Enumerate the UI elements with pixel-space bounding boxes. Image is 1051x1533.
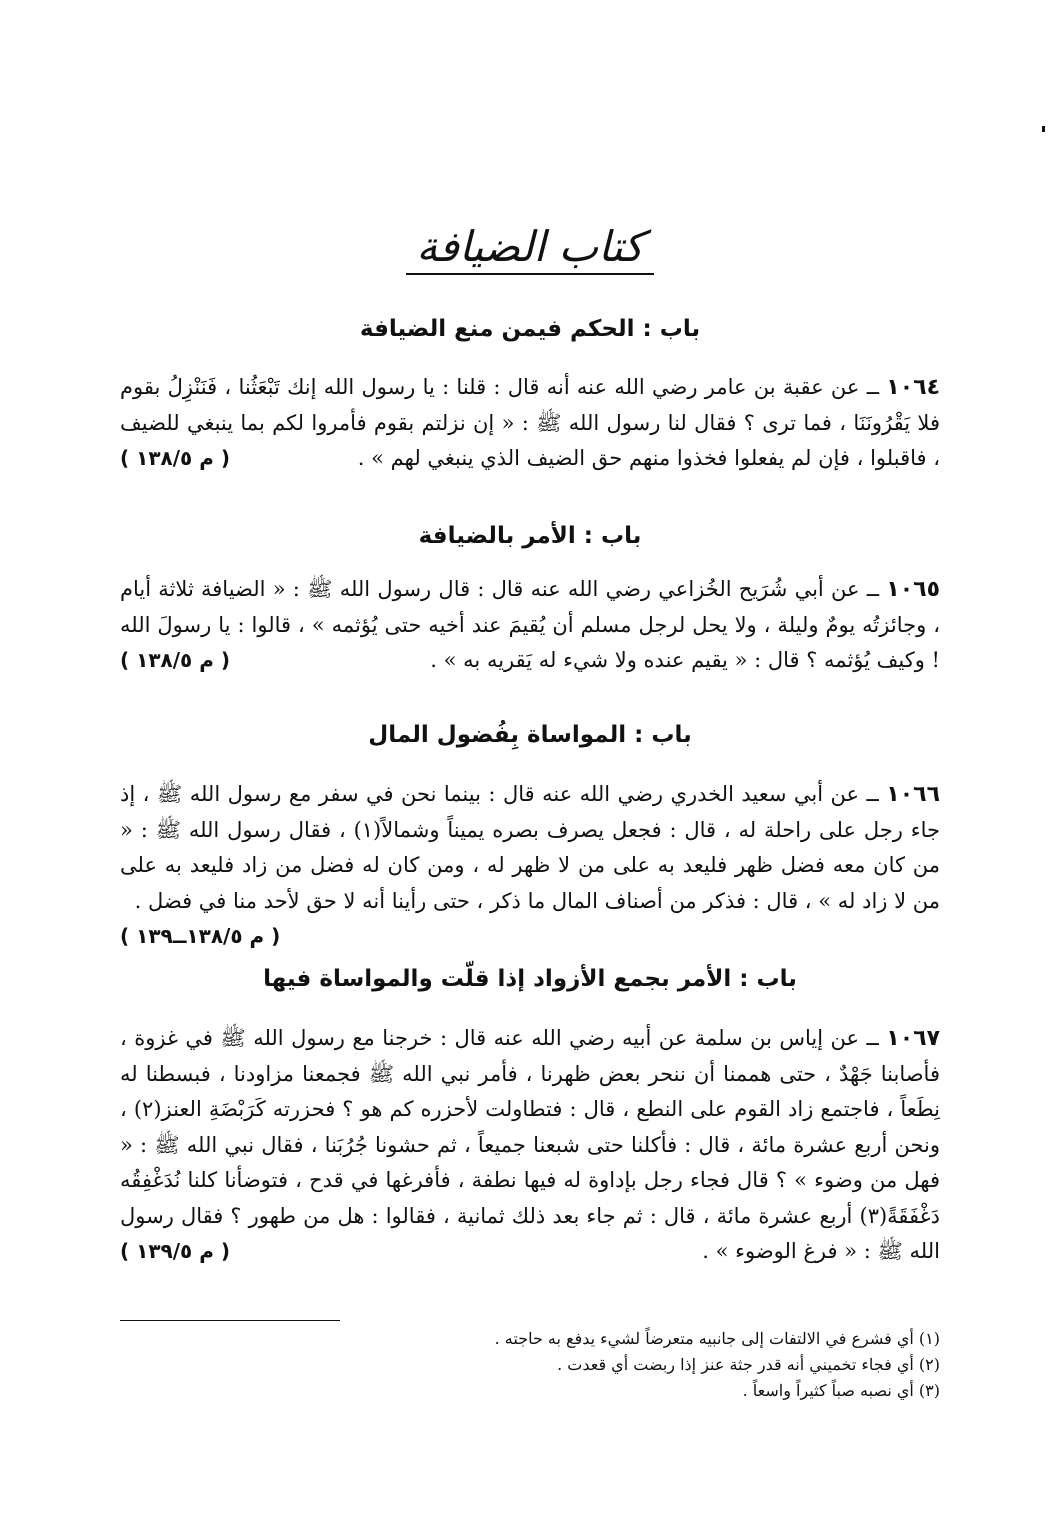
chapter-heading: باب : المواساة بِفُضول المال (368, 722, 692, 748)
hadith-paragraph (120, 572, 940, 679)
hadith-text: ــ عن عقبة بن عامر رضي الله عنه أنه قال : قلنا : يا رسول الله إنك تَبْعَثُنا ، فَنَنْزِلُ بقوم فلا يَقْرُونَنَا ، فما ترى ؟ فقال لنا رسول الله ﷺ : « إن نزلتم بقوم فأمروا لكم بما ينبغي للضيف ، فاقبلوا ، فإن لم يفعلوا فخذوا منهم حق الضيف الذي ينبغي لهم » . (120, 375, 940, 470)
chapter-heading: باب : الأمر بالضيافة (418, 523, 642, 549)
hadith-reference: ( م ١٣٨/٥ ) (120, 648, 230, 672)
chapter-heading: باب : الأمر بجمع الأزواد إذا قلّت والمواساة فيها (263, 966, 797, 992)
hadith-number: ١٠٦٤ (886, 375, 940, 400)
hadith-number: ١٠٦٧ (886, 1026, 940, 1051)
hadith-paragraph (120, 1021, 940, 1270)
chapter-heading: باب : الحكم فيمن منع الضيافة (359, 316, 701, 342)
footnote: (٢) أي فجاء تخميني أنه قدر جثة عنز إذا ربضت أي قعدت . (557, 1355, 940, 1374)
hadith-text: ــ عن أبي سعيد الخدري رضي الله عنه قال : بينما نحن في سفر مع رسول الله ﷺ ، إذ جاء رجل على راحلة له ، قال : فجعل يصرف بصره يميناً وشمالاً(١) ، فقال رسول الله ﷺ : « من كان معه فضل ظهر فليعد به على من لا ظهر له ، ومن كان له فضل من زاد فليعد به على من لا زاد له » ، قال : فذكر من أصناف المال ما ذكر ، حتى رأينا أنه لا حق لأحد منا في فضل . (120, 782, 940, 913)
footnote: (١) أي فشرع في الالتفات إلى جانبيه متعرضاً لشيء يدفع به حاجته . (494, 1329, 940, 1348)
hadith-text: ــ عن أبي شُرَيح الخُزاعي رضي الله عنه قال : قال رسول الله ﷺ : « الضيافة ثلاثة أيام ، وجائزتُه يومٌ وليلة ، ولا يحل لرجل مسلم أن يُقيمَ عند أخيه حتى يُؤثمه » ، قالوا : يا رسولَ الله ! وكيف يُؤثمه ؟ قال : « يقيم عنده ولا شيء له يَقريه به » . (120, 577, 940, 672)
hadith-reference: ( م ١٣٩/٥ ) (120, 1239, 230, 1263)
hadith-number: ١٠٦٥ (886, 577, 940, 602)
hadith-reference: ( م ١٣٨/٥ــ١٣٩ ) (120, 924, 281, 948)
hadith-paragraph (120, 777, 940, 955)
footnote: (٣) أي نصبه صباً كثيراً واسعاً . (742, 1381, 940, 1400)
book-title (120, 222, 940, 275)
hadith-number: ١٠٦٦ (886, 782, 940, 807)
hadith-text: ــ عن إياس بن سلمة عن أبيه رضي الله عنه قال : خرجنا مع رسول الله ﷺ في غزوة ، فأصابنا جَهْدٌ ، حتى هممنا أن ننحر بعض ظهرنا ، فأمر نبي الله ﷺ فجمعنا مزاودنا ، فبسطنا له نِطَعاً ، فاجتمع زاد القوم على النطع ، قال : فتطاولت لأحزره كم هو ؟ فحزرته كَرَبْضَةِ العنز(٢) ، ونحن أربع عشرة مائة ، قال : فأكلنا حتى شبعنا جميعاً ، ثم حشونا جُرُبَنا ، فقال نبي الله ﷺ : « فهل من وضوء » ؟ قال فجاء رجل بإداوة له فيها نطفة ، فأفرغها في قدح ، فتوضأنا كلنا نُدَغْفِقُه دَغْفَقَةً(٣) أربع عشرة مائة ، قال : ثم جاء بعد ذلك ثمانية ، فقالوا : هل من طهور ؟ فقال رسول الله ﷺ : « فرغ الوضوء » . (120, 1026, 940, 1263)
document-page (120, 0, 940, 1533)
footnote-divider (120, 1320, 340, 1321)
hadith-reference: ( م ١٣٨/٥ ) (120, 446, 230, 470)
book-title-text: كتاب الضيافة (406, 222, 653, 275)
footnotes (120, 1326, 940, 1404)
hadith-paragraph (120, 370, 940, 477)
margin-mark (1042, 126, 1045, 132)
